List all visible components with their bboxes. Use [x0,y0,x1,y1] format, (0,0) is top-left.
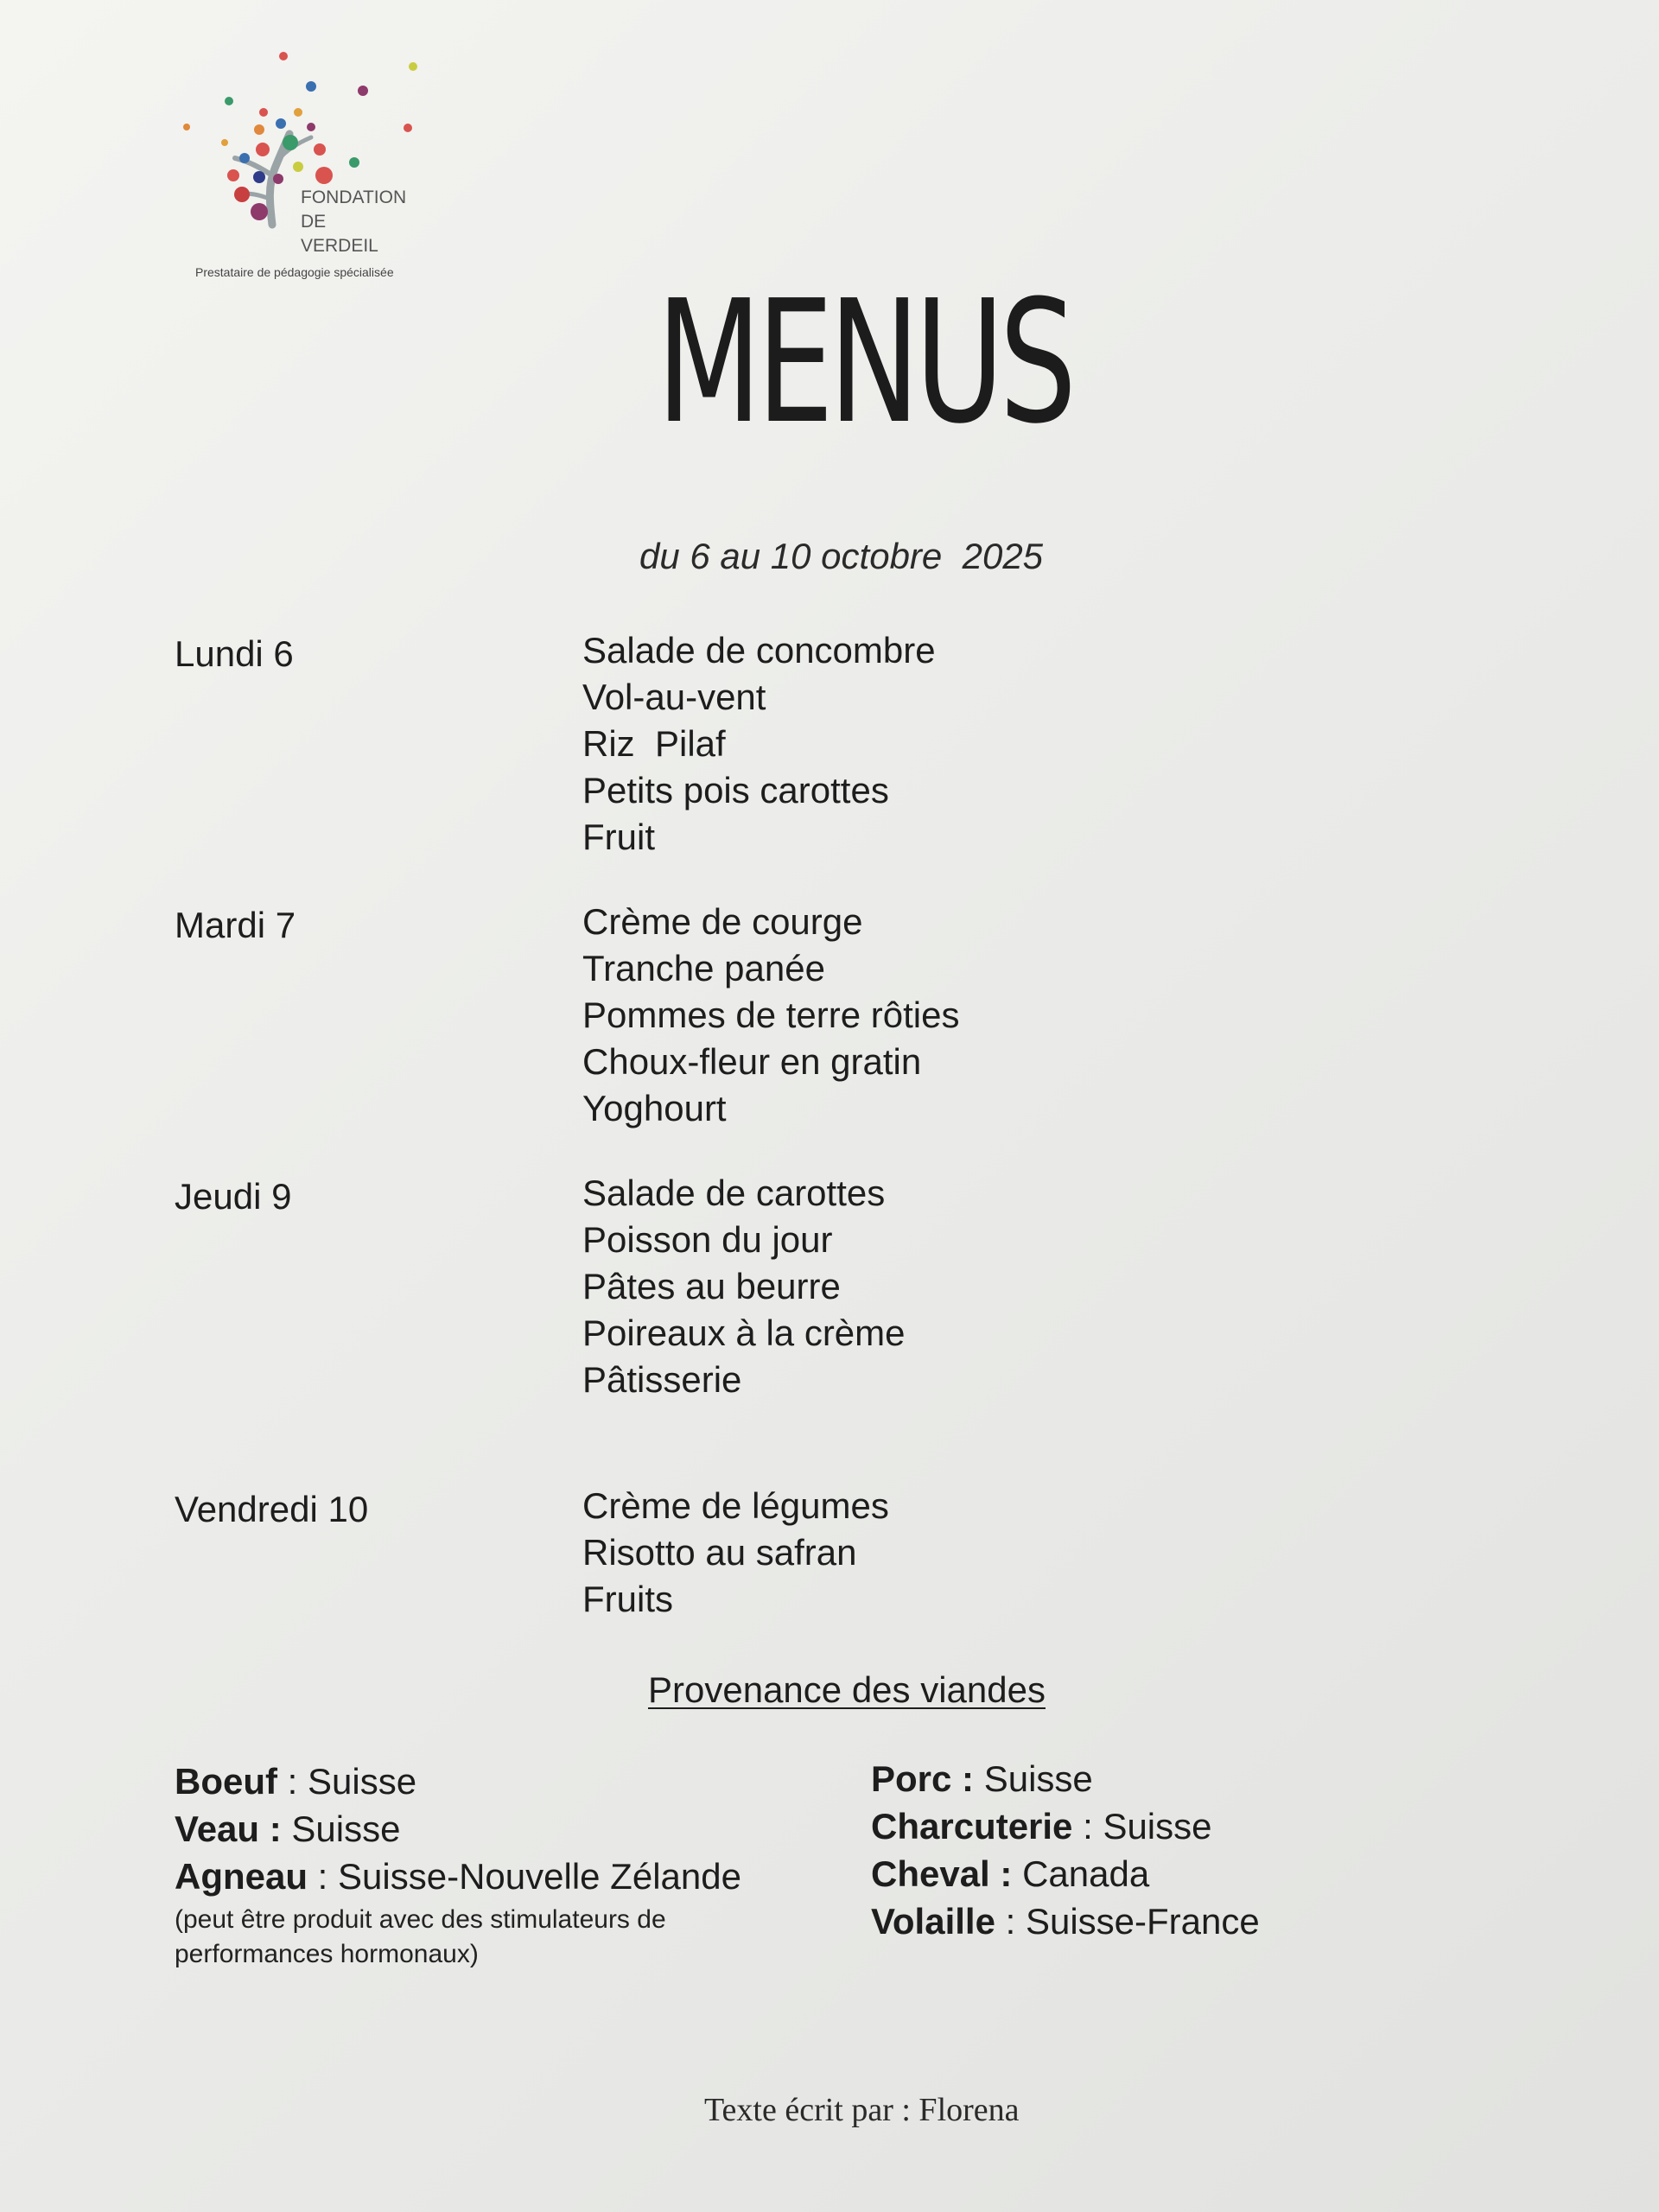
meat-name: Veau : [175,1808,282,1849]
dish-list [582,1170,906,1403]
meat-origin-row: Agneau : Suisse-Nouvelle Zélande [175,1856,741,1897]
page-title: MENUS [656,264,1072,461]
day-label: Vendredi 10 [175,1489,369,1529]
dish-item: Risotto au safran [582,1532,857,1573]
dish-item: Salade de carottes [582,1173,886,1213]
dish-list [582,627,936,861]
meat-origin-row [175,1805,741,1853]
dish-item: Vol-au-vent [582,677,766,717]
dish-item: Pommes de terre rôties [582,995,960,1035]
meat-origin-row: Volaille : Suisse-France [871,1901,1260,1942]
meat-name: Porc : [871,1758,975,1799]
dish-item: Poisson du jour [582,1219,833,1260]
dish-item: Pâtes au beurre [582,1266,841,1306]
meat-name: Agneau [175,1856,308,1897]
hormone-note: (peut être produit avec des stimulateurs de performances hormonaux) [175,1905,666,1968]
meat-origin-row [871,1850,1260,1897]
dish-item: Yoghourt [582,1088,727,1128]
foundation-logo [173,48,432,289]
meat-origin: Canada [1022,1853,1150,1894]
dish-item: Salade de concombre [582,630,936,671]
logo-tagline: Prestataire de pédagogie spécialisée [195,265,394,279]
meat-origin-row: Boeuf : Suisse [175,1761,417,1802]
logo-wordmark: FONDATION DE VERDEIL [301,188,407,256]
dish-list [582,899,960,1132]
meat-name: Boeuf [175,1761,277,1802]
meat-origin-row: Charcuterie : Suisse [871,1806,1212,1847]
dish-item: Crème de légumes [582,1485,889,1526]
meat-origin-list-left [175,1758,741,1900]
meat-origin-list-right [871,1755,1260,1945]
meat-origin: Suisse [291,1808,401,1849]
day-label: Mardi 7 [175,905,296,945]
dish-list [582,1483,889,1623]
meat-name: Charcuterie [871,1806,1073,1847]
meat-origin: Suisse-France [1025,1901,1260,1942]
meat-name: Cheval : [871,1853,1013,1894]
day-label: Jeudi 9 [175,1176,292,1217]
dish-item: Crème de courge [582,901,863,942]
dish-item: Choux-fleur en gratin [582,1041,922,1082]
meat-origin: Suisse [1103,1806,1212,1847]
day-label: Lundi 6 [175,633,294,674]
meat-origin: Suisse [983,1758,1093,1799]
meat-origin: Suisse-Nouvelle Zélande [338,1856,741,1897]
provenance-heading: Provenance des viandes [648,1669,1046,1710]
dish-item: Riz Pilaf [582,723,726,764]
dish-item: Fruits [582,1579,673,1619]
dish-item: Petits pois carottes [582,770,889,810]
dish-item: Fruit [582,817,655,857]
author-signature: Texte écrit par : Florena [704,2092,1020,2128]
meat-origin-row [871,1755,1260,1802]
dish-item: Poireaux à la crème [582,1313,906,1353]
dish-item: Tranche panée [582,948,825,988]
dish-item: Pâtisserie [582,1359,742,1400]
menu-date-range: du 6 au 10 octobre 2025 [639,536,1044,576]
meat-origin: Suisse [308,1761,417,1802]
meat-name: Volaille [871,1901,995,1942]
